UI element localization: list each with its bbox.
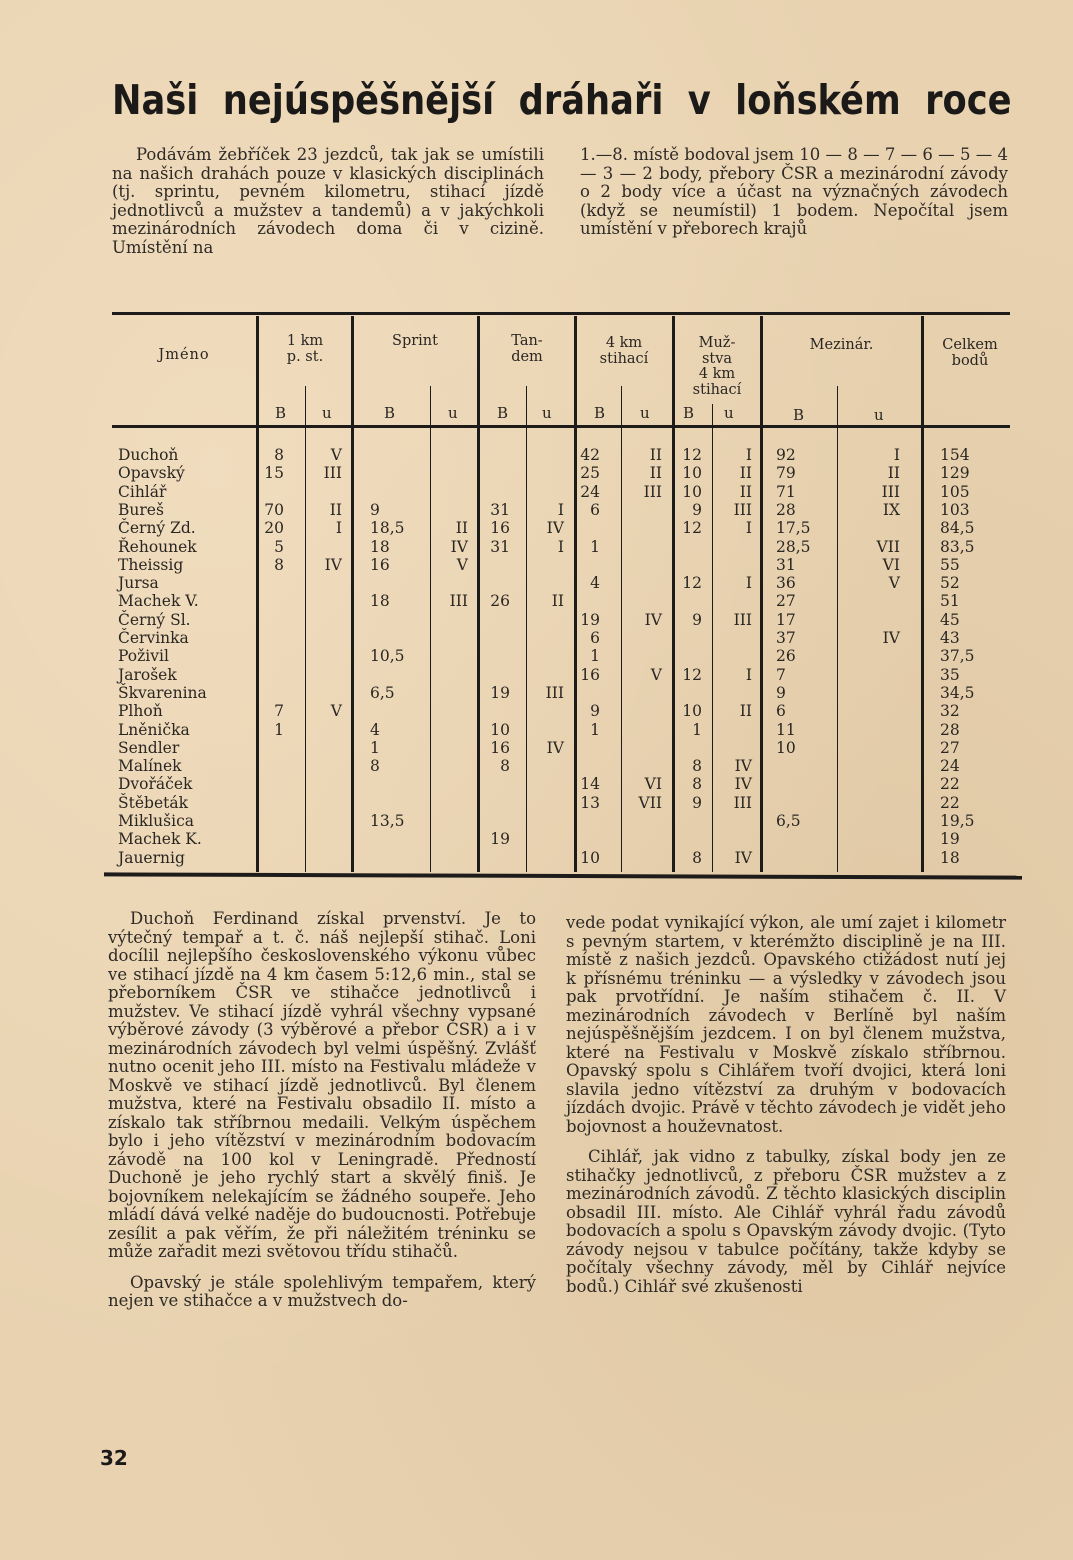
- cell-pu-b: 19: [580, 610, 600, 629]
- cell-ta-b: 8: [500, 757, 510, 776]
- table-row: [112, 556, 1010, 574]
- cell-total: 32: [940, 702, 960, 721]
- cell-pu-b: 10: [580, 848, 600, 867]
- cell-pu-u: V: [650, 665, 662, 684]
- header-line: bodů: [951, 352, 989, 369]
- table-row: [112, 592, 1010, 610]
- cell-km1-u: II: [329, 500, 342, 519]
- cell-sp-b: 10,5: [370, 647, 405, 666]
- rider-name: Jursa: [118, 574, 159, 593]
- table-row: [112, 757, 1010, 775]
- cell-total: 43: [940, 629, 960, 647]
- cell-pu-b: 14: [580, 775, 600, 794]
- rider-name: Poživil: [118, 647, 169, 666]
- cell-km1-b: 8: [274, 446, 284, 464]
- cell-pu-b: 1: [590, 537, 600, 556]
- cell-ta-u: I: [557, 537, 564, 556]
- cell-pu-u: III: [643, 482, 662, 501]
- table-row: [112, 684, 1010, 702]
- table-row: [112, 794, 1010, 812]
- cell-sp-b: 18: [370, 592, 390, 611]
- page-number: 32: [100, 1446, 128, 1470]
- cell-total: 35: [940, 665, 960, 684]
- article-column-right: [566, 914, 1006, 1308]
- rider-name: Malínek: [118, 757, 182, 776]
- header-line: 4 km: [605, 335, 643, 351]
- cell-in-b: 9: [776, 683, 786, 702]
- cell-in-u: IX: [882, 500, 900, 519]
- cell-km1-u: IV: [324, 555, 342, 574]
- cell-total: 45: [940, 610, 960, 629]
- cell-total: 103: [940, 500, 970, 519]
- subheader-u: u: [448, 404, 458, 422]
- cell-pu-b: 4: [590, 574, 600, 593]
- cell-pu-b: 1: [590, 647, 600, 666]
- header-total: [925, 338, 1015, 369]
- table-row: [112, 446, 1010, 464]
- intro-paragraph: 1.—8. místě bodoval jsem 10 — 8 — 7 — 6 — 5 — 4 — 3 — 2 body, přebory ČSR a mezinárodní závody o 2 body více a účast na význačných závodech (když se neumístil) 1 bodem. Nepočítal jsem umístění v přeborech krajů: [580, 145, 1008, 239]
- table-row: [112, 464, 1010, 482]
- cell-te-u: I: [745, 574, 752, 593]
- cell-total: 34,5: [940, 683, 975, 702]
- cell-in-b: 92: [776, 446, 796, 464]
- cell-te-u: IV: [734, 757, 752, 776]
- rider-name: Theissig: [118, 555, 184, 574]
- cell-te-u: IV: [734, 775, 752, 794]
- cell-te-u: II: [739, 702, 752, 721]
- cell-pu-b: 42: [580, 446, 600, 464]
- subheader-u: u: [724, 404, 734, 422]
- rider-name: Černý Zd.: [118, 519, 196, 538]
- title-word: roce: [925, 76, 1012, 124]
- subheader-b: B: [497, 404, 509, 422]
- cell-te-b: 10: [682, 482, 702, 501]
- title-word: loňském: [735, 76, 901, 124]
- article-paragraph: Opavský je stále spolehlivým tempařem, který nejen ve stihačce a v mužstvech do-: [108, 1272, 536, 1310]
- cell-km1-b: 7: [274, 702, 284, 721]
- cell-in-b: 17,5: [776, 519, 811, 538]
- article-column-left: [108, 910, 536, 1323]
- cell-te-b: 9: [692, 793, 702, 812]
- cell-te-u: IV: [734, 848, 752, 867]
- header-line: p. st.: [286, 348, 324, 365]
- table-row: [112, 666, 1010, 684]
- subheader-b: B: [384, 404, 396, 422]
- rider-name: Škvarenina: [118, 683, 207, 702]
- cell-te-b: 8: [692, 757, 702, 776]
- cell-in-b: 17: [776, 610, 796, 629]
- cell-sp-u: III: [449, 592, 468, 611]
- rider-name: Machek K.: [118, 830, 202, 849]
- subheader-u: u: [874, 406, 884, 424]
- cell-in-b: 6,5: [776, 812, 801, 830]
- cell-sp-u: V: [456, 555, 468, 574]
- table-row: [112, 538, 1010, 556]
- cell-sp-u: IV: [450, 537, 468, 556]
- header-team-pursuit: [674, 336, 760, 398]
- table-row: [112, 812, 1010, 830]
- cell-in-b: 28,5: [776, 537, 811, 556]
- cell-total: 19: [940, 830, 960, 849]
- cell-in-u: II: [887, 464, 900, 483]
- subheader-u: u: [542, 404, 552, 422]
- cell-in-b: 6: [776, 702, 786, 721]
- cell-km1-b: 5: [274, 537, 284, 556]
- rider-name: Bureš: [118, 500, 164, 519]
- cell-in-b: 26: [776, 647, 796, 666]
- cell-ta-u: III: [545, 683, 564, 702]
- rider-name: Dvořáček: [118, 775, 193, 794]
- cell-in-b: 7: [776, 665, 786, 684]
- cell-total: 154: [940, 446, 970, 464]
- rider-name: Opavský: [118, 464, 185, 483]
- title-word: dráhaři: [518, 76, 664, 124]
- cell-total: 37,5: [940, 647, 975, 666]
- table-row: [112, 702, 1010, 720]
- header-line: Muž-: [698, 335, 736, 351]
- title-word: nejúspěšnější: [222, 76, 495, 124]
- cell-km1-b: 15: [264, 464, 284, 483]
- cell-total: 129: [940, 464, 970, 483]
- cell-ta-b: 19: [490, 830, 510, 849]
- cell-sp-b: 8: [370, 757, 380, 776]
- title-word: v: [687, 76, 711, 124]
- rider-name: Sendler: [118, 738, 180, 757]
- cell-te-b: 10: [682, 702, 702, 721]
- cell-in-u: VI: [882, 555, 900, 574]
- cell-total: 55: [940, 555, 960, 574]
- article-paragraph: Cihlář, jak vidno z tabulky, získal body jen ze stihačky jednotlivců, z přeboru ČSR mužstev a z mezinárodních závodů. Z těchto klasických disciplin obsadil III. místo. Ale Cihlář vyhrál řadu závodů bodovacích a spolu s Opavským závody dvojic. (Tyto závody nejsou v tabulce počítány, takže kdyby se počítaly všechny závody, měl by Cihlář nejvíce bodů.) Cihlář své zkušenosti: [566, 1147, 1006, 1296]
- cell-sp-b: 6,5: [370, 683, 395, 702]
- cell-sp-b: 16: [370, 555, 390, 574]
- intro-left: [112, 146, 544, 258]
- subheader-u: u: [640, 404, 650, 422]
- cell-total: 51: [940, 592, 960, 611]
- cell-ta-b: 10: [490, 720, 510, 739]
- cell-te-b: 1: [692, 720, 702, 739]
- cell-ta-b: 19: [490, 683, 510, 702]
- cell-km1-u: III: [323, 464, 342, 483]
- cell-pu-b: 25: [580, 464, 600, 483]
- cell-ta-u: IV: [546, 738, 564, 757]
- cell-sp-b: 18,5: [370, 519, 405, 538]
- cell-pu-b: 16: [580, 665, 600, 684]
- cell-km1-b: 20: [264, 519, 284, 538]
- header-1km: [260, 334, 350, 365]
- cell-in-b: 28: [776, 500, 796, 519]
- intro-right: [580, 146, 1008, 239]
- cell-km1-b: 8: [274, 555, 284, 574]
- subheader-b: B: [793, 406, 805, 424]
- title-word: Naši: [112, 76, 199, 124]
- table-row: [112, 739, 1010, 757]
- subheader-u: u: [322, 404, 332, 422]
- table-bottom-rule: [104, 872, 1022, 879]
- cell-in-u: IV: [882, 629, 900, 647]
- cell-pu-u: II: [649, 464, 662, 483]
- cell-pu-b: 24: [580, 482, 600, 501]
- cell-ta-b: 26: [490, 592, 510, 611]
- table-header-rule: [112, 425, 1010, 428]
- cell-pu-u: VII: [638, 793, 662, 812]
- cell-pu-u: VI: [644, 775, 662, 794]
- table-row: [112, 849, 1010, 867]
- rider-name: Cihlář: [118, 482, 167, 501]
- cell-te-b: 10: [682, 464, 702, 483]
- header-sprint: Sprint: [392, 333, 438, 349]
- cell-ta-b: 16: [490, 519, 510, 538]
- cell-total: 22: [940, 793, 960, 812]
- rider-name: Lněnička: [118, 720, 190, 739]
- table-row: [112, 611, 1010, 629]
- rider-name: Červinka: [118, 629, 189, 647]
- cell-km1-b: 1: [274, 720, 284, 739]
- table-row: [112, 483, 1010, 501]
- cell-in-b: 37: [776, 629, 796, 647]
- header-line: Celkem: [942, 337, 998, 353]
- subheader-b: B: [594, 404, 606, 422]
- header-international: Mezinár.: [809, 337, 874, 353]
- cell-ta-u: II: [551, 592, 564, 611]
- rider-name: Řehounek: [118, 537, 197, 556]
- cell-total: 24: [940, 757, 960, 776]
- cell-in-b: 27: [776, 592, 796, 611]
- rider-name: Duchoň: [118, 446, 179, 464]
- article-paragraph: vede podat vynikající výkon, ale umí zajet i kilometr s pevným startem, v kterémžto disciplině je na III. místě z našich jezdců. Opavského ctižádost nutí jej k přísnému tréninku — a výsledky v závodech jsou pak prvotřídní. Je naším stihačem č. II. V mezinárodních závodech v Berlíně byl naším nejúspěšnějším jezdcem. I on byl členem mužstva, které na Festivalu v Moskvě získalo stříbrnou. Opavský spolu s Cihlářem tvoří dvojici, která loni slavila jedno vítězství za druhým v bodovacích jízdách dvojic. Právě v těchto závodech je vidět jeho bojovnost a houževnatost.: [566, 913, 1006, 1136]
- cell-te-b: 12: [682, 574, 702, 593]
- header-line: stva: [701, 350, 733, 367]
- cell-te-b: 12: [682, 665, 702, 684]
- cell-pu-u: II: [649, 446, 662, 464]
- cell-te-u: I: [745, 665, 752, 684]
- cell-in-b: 36: [776, 574, 796, 593]
- rider-name: Štěbeták: [118, 793, 188, 812]
- rider-name: Machek V.: [118, 592, 199, 611]
- table-row: [112, 647, 1010, 665]
- intro-paragraph: Podávám žebříček 23 jezdců, tak jak se umístili na našich drahách pouze v klasických disciplinách (tj. sprintu, pevném kilometru, stihací jízdě jednotlivců a mužstev a tandemů) a v jakýchkoli mezinárodních závodech doma či v cizině. Umístění na: [112, 145, 544, 257]
- cell-ta-u: I: [557, 500, 564, 519]
- cell-te-b: 9: [692, 500, 702, 519]
- cell-total: 27: [940, 738, 960, 757]
- rider-name: Černý Sl.: [118, 610, 191, 629]
- cell-km1-b: 70: [264, 500, 284, 519]
- cell-km1-u: V: [330, 446, 342, 464]
- cell-pu-b: 6: [590, 629, 600, 647]
- cell-te-u: I: [745, 446, 752, 464]
- cell-in-b: 79: [776, 464, 796, 483]
- cell-te-b: 9: [692, 610, 702, 629]
- table-row: [112, 519, 1010, 537]
- header-line: stihací: [599, 350, 649, 367]
- header-line: stihací: [692, 381, 742, 398]
- cell-pu-b: 1: [590, 720, 600, 739]
- cell-te-u: III: [733, 500, 752, 519]
- cell-ta-b: 31: [490, 500, 510, 519]
- table-row: [112, 501, 1010, 519]
- cell-sp-b: 13,5: [370, 812, 405, 830]
- cell-sp-b: 18: [370, 537, 390, 556]
- cell-te-u: III: [733, 793, 752, 812]
- table-row: [112, 574, 1010, 592]
- table-row: [112, 775, 1010, 793]
- subheader-b: B: [275, 404, 287, 422]
- article-paragraph: Duchoň Ferdinand získal prvenství. Je to výtečný tempař a t. č. náš nejlepší stihač. Loni docílil nejlepšího československého výkonu vůbec ve stihací jízdě na 4 km časem 5:12,6 min., stal se přeborníkem ČSR ve stihačce jednotlivců i mužstev. Ve stihací jízdě vyhrál všechny vypsané výběrové závody (3 výběrové a přebor ČSR) a i v mezinárodních závodech byl velmi úspěšný. Zvlášť nutno ocenit jeho III. místo na Festivalu mládeže v Moskvě ve stihací jízdě jednotlivců. Byl členem mužstva, které na Festivalu obsadilo II. místo a získalo tak stříbrnou medaili. Velkým úspěchem bylo i jeho vítězství v mezinárodním bodovacím závodě na 100 kol v Leningradě. Předností Duchoně je jeho rychlý start a skvělý finiš. Je bojovníkem nelekajícím se žádného soupeře. Jeho mládí dává velké naděje do budoucnosti. Potřebuje zesílit a pak věřím, že při náležitém tréninku se může zařadit mezi světovou třídu stihačů.: [108, 909, 536, 1261]
- cell-te-u: II: [739, 464, 752, 483]
- cell-in-u: V: [888, 574, 900, 593]
- cell-te-b: 8: [692, 775, 702, 794]
- cell-pu-b: 6: [590, 500, 600, 519]
- article-title: [112, 76, 1012, 124]
- cell-total: 105: [940, 482, 970, 501]
- cell-in-u: VII: [876, 537, 900, 556]
- cell-sp-b: 9: [370, 500, 380, 519]
- cell-sp-b: 1: [370, 738, 380, 757]
- cell-in-b: 10: [776, 738, 796, 757]
- table-row: [112, 629, 1010, 647]
- header-line: Tan-: [511, 333, 543, 349]
- cell-pu-u: IV: [644, 610, 662, 629]
- header-name: Jméno: [158, 347, 210, 363]
- cell-pu-b: 13: [580, 793, 600, 812]
- header-line: dem: [511, 348, 543, 365]
- cell-te-b: 12: [682, 519, 702, 538]
- cell-km1-u: V: [330, 702, 342, 721]
- cell-ta-b: 16: [490, 738, 510, 757]
- rider-name: Jauernig: [118, 848, 185, 867]
- cell-total: 18: [940, 848, 960, 867]
- cell-ta-b: 31: [490, 537, 510, 556]
- cell-ta-u: IV: [546, 519, 564, 538]
- cell-te-b: 8: [692, 848, 702, 867]
- subheader-b: B: [683, 404, 695, 422]
- cell-total: 83,5: [940, 537, 975, 556]
- rider-name: Jarošek: [118, 665, 177, 684]
- header-line: 1 km: [286, 333, 324, 349]
- cell-sp-b: 4: [370, 720, 380, 739]
- cell-total: 28: [940, 720, 960, 739]
- table-row: [112, 830, 1010, 848]
- cell-total: 22: [940, 775, 960, 794]
- rider-name: Plhoň: [118, 702, 163, 721]
- header-pursuit: [578, 336, 670, 367]
- cell-in-u: I: [893, 446, 900, 464]
- header-tandem: [481, 334, 573, 365]
- cell-total: 52: [940, 574, 960, 593]
- header-line: 4 km: [698, 366, 736, 382]
- cell-sp-u: II: [455, 519, 468, 538]
- table-top-rule: [112, 312, 1010, 315]
- cell-km1-u: I: [335, 519, 342, 538]
- cell-in-b: 71: [776, 482, 796, 501]
- rider-name: Miklušica: [118, 812, 194, 830]
- cell-in-u: III: [881, 482, 900, 501]
- cell-pu-b: 9: [590, 702, 600, 721]
- cell-te-u: I: [745, 519, 752, 538]
- cell-in-b: 31: [776, 555, 796, 574]
- cell-total: 84,5: [940, 519, 975, 538]
- cell-te-b: 12: [682, 446, 702, 464]
- cell-in-b: 11: [776, 720, 796, 739]
- cell-total: 19,5: [940, 812, 975, 830]
- table-row: [112, 721, 1010, 739]
- cell-te-u: II: [739, 482, 752, 501]
- cell-te-u: III: [733, 610, 752, 629]
